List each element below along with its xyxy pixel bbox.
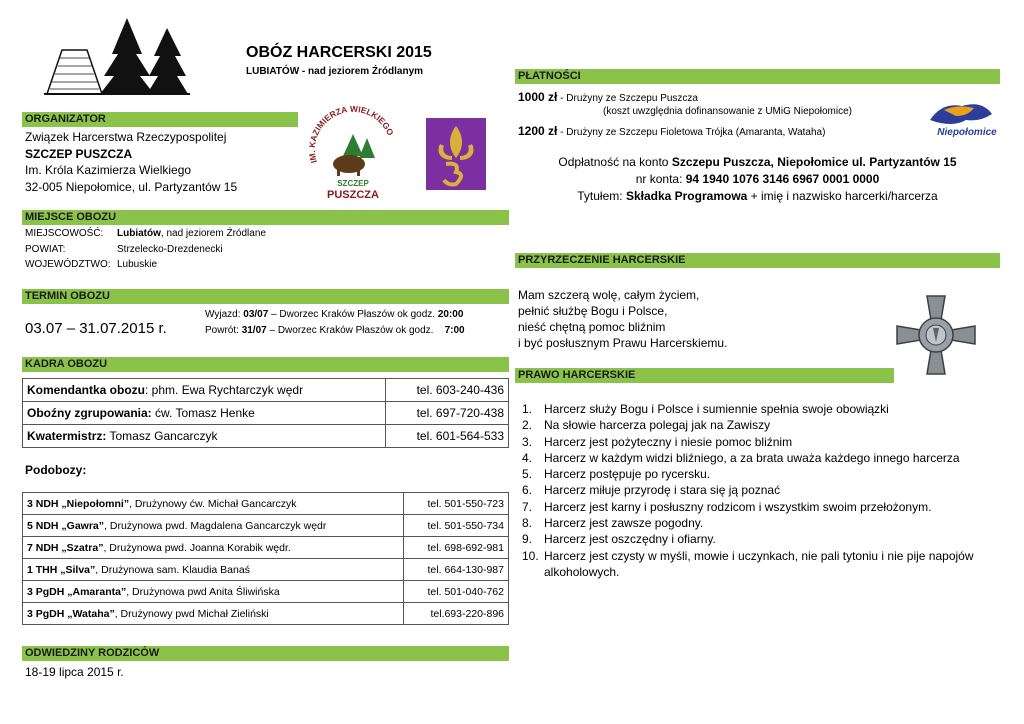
section-termin-header: TERMIN OBOZU xyxy=(22,289,509,304)
miejsce-label-1: MIEJSCOWOŚĆ: xyxy=(25,228,104,239)
section-kadra-header: KADRA OBOZU xyxy=(22,357,509,372)
miejsce-label-2: POWIAT: xyxy=(25,244,66,255)
section-platnosci-header: PŁATNOŚCI xyxy=(515,69,1000,84)
list-item: 1. Harcerz służy Bogu i Polsce i sumiennie spełnia swoje obowiązki xyxy=(522,402,889,416)
list-item: 5. Harcerz postępuje po rycersku. xyxy=(522,467,711,482)
section-miejsce-header: MIEJSCE OBOZU xyxy=(22,210,509,225)
page-title: OBÓZ HARCERSKI 2015 xyxy=(246,44,432,61)
harcerski-cross-icon xyxy=(893,292,979,378)
miejsce-value-3: Lubuskie xyxy=(117,259,158,270)
organizator-line-4: 32-005 Niepołomice, ul. Partyzantów 15 xyxy=(25,180,238,194)
promise-line-1: Mam szczerą wolę, całym życiem, xyxy=(518,288,700,302)
table-row: Kwatermistrz: Tomasz Gancarczyk tel. 601-564-533 xyxy=(23,425,509,448)
payment-1-note: (koszt uwzględnia dofinansowanie z UMiG Niepołomice) xyxy=(603,106,852,117)
logo-bottom-text-2: PUSZCZA xyxy=(327,189,379,201)
section-odwiedziny-header: ODWIEDZINY RODZICÓW xyxy=(22,646,509,661)
logo-ring-text: IM. KAZIMIERZA WIELKIEGO xyxy=(306,104,396,165)
table-row: 3 PgDH „Wataha”, Drużynowy pwd Michał Zieliński tel.693-220-896 xyxy=(23,603,509,625)
account-line-3: Tytułem: Składka Programowa + imię i nazwisko harcerki/harcerza xyxy=(577,189,938,203)
podobozy-heading: Podobozy: xyxy=(25,463,87,477)
list-item: 7. Harcerz jest karny i posłuszny rodzicom i wszystkim swoim przełożonym. xyxy=(522,499,932,514)
table-row: 5 NDH „Gawra”, Drużynowa pwd. Magdalena Gancarczyk wędr tel. 501-550-734 xyxy=(23,515,509,537)
page-subtitle: LUBIATÓW - nad jeziorem Źródlanym xyxy=(246,66,424,77)
camp-illustration xyxy=(42,14,192,96)
szczep-puszcza-logo xyxy=(303,104,403,204)
section-organizator-header: ORGANIZATOR xyxy=(22,112,298,127)
fioletowa-trojka-logo xyxy=(426,118,486,190)
podobozy-table xyxy=(22,492,509,625)
kadra-table xyxy=(22,378,509,448)
organizator-line-3: Im. Króla Kazimierza Wielkiego xyxy=(25,163,192,177)
niepolomice-logo-text: Niepołomice xyxy=(937,127,997,138)
list-item: 3. Harcerz jest pożyteczny i niesie pomoc bliźnim xyxy=(522,434,793,449)
list-item: 10. Harcerz jest czysty w myśli, mowie i uczynkach, nie pali tytoniu i nie pije napojów alkoholowych. xyxy=(522,548,974,579)
section-prawo-header: PRAWO HARCERSKIE xyxy=(515,368,894,383)
termin-dates: 03.07 – 31.07.2015 r. xyxy=(25,320,167,337)
list-item: 6. Harcerz miłuje przyrodę i stara się ją poznać xyxy=(522,483,781,498)
table-row: 1 THH „Silva”, Drużynowa sam. Klaudia Banaś tel. 664-130-987 xyxy=(23,559,509,581)
promise-line-2: pełnić służbę Bogu i Polsce, xyxy=(518,304,668,318)
account-line-1: Odpłatność na konto Szczepu Puszcza, Niepołomice ul. Partyzantów 15 xyxy=(558,155,957,169)
organizator-line-1: Związek Harcerstwa Rzeczypospolitej xyxy=(25,130,227,144)
odwiedziny-dates: 18-19 lipca 2015 r. xyxy=(25,665,124,679)
account-line-2: nr konta: 94 1940 1076 3146 6967 0001 0000 xyxy=(635,172,880,186)
table-row: 7 NDH „Szatra”, Drużynowa pwd. Joanna Korabik wędr. tel. 698-692-981 xyxy=(23,537,509,559)
list-item: 8. Harcerz jest zawsze pogodny. xyxy=(522,516,704,531)
promise-line-3: nieść chętną pomoc bliźnim xyxy=(518,320,666,334)
termin-wyjazd: Wyjazd: 03/07 – Dworzec Kraków Płaszów ok godz. 20:00 xyxy=(205,309,464,320)
miejsce-label-3: WOJEWÓDZTWO: xyxy=(25,259,111,270)
list-item: 2. Na słowie harcerza polegaj jak na Zawiszy xyxy=(522,418,771,433)
table-row: 3 PgDH „Amaranta”, Drużynowa pwd Anita Śliwińska tel. 501-040-762 xyxy=(23,581,509,603)
list-item: 9. Harcerz jest oszczędny i ofiarny. xyxy=(522,532,716,547)
law-list xyxy=(522,401,997,580)
niepolomice-logo xyxy=(922,98,1012,140)
payment-1: 1000 zł - Drużyny ze Szczepu Puszcza xyxy=(518,90,698,104)
table-row: Oboźny zgrupowania: ćw. Tomasz Henke tel. 697-720-438 xyxy=(23,402,509,425)
promise-line-4: i być posłusznym Prawu Harcerskiemu. xyxy=(518,336,728,350)
list-item: 4. Harcerz w każdym widzi bliźniego, a za brata uważa każdego innego harcerza xyxy=(522,450,960,465)
miejsce-value-1: Lubiatów, nad jeziorem Źródlane xyxy=(117,228,266,239)
table-row: Komendantka obozu: phm. Ewa Rychtarczyk wędr tel. 603-240-436 xyxy=(23,379,509,402)
payment-2: 1200 zł - Drużyny ze Szczepu Fioletowa Trójka (Amaranta, Wataha) xyxy=(518,124,826,138)
miejsce-value-2: Strzelecko-Drezdenecki xyxy=(117,244,223,255)
termin-powrot: Powrót: 31/07 – Dworzec Kraków Płaszów ok godz. 7:00 xyxy=(205,325,465,336)
organizator-line-2: SZCZEP PUSZCZA xyxy=(25,147,133,161)
logo-bottom-text-1: SZCZEP xyxy=(337,179,369,188)
table-row: 3 NDH „Niepołomni”, Drużynowy ćw. Michał Gancarczyk tel. 501-550-723 xyxy=(23,493,509,515)
section-przyrzeczenie-header: PRZYRZECZENIE HARCERSKIE xyxy=(515,253,1000,268)
